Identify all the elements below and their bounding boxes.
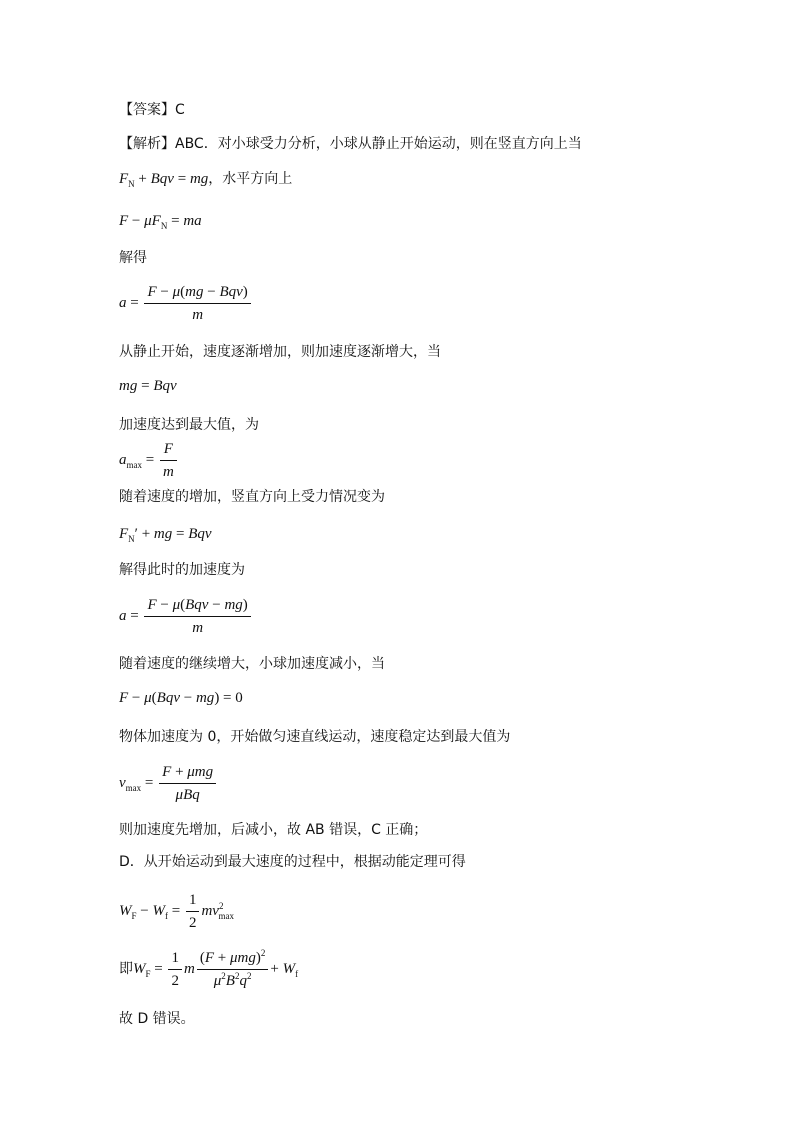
equation-10: $W_F - W_f$ = $\frac{1}{2}$ $mv^2_{max}$ — [119, 892, 234, 931]
analysis-intro-line — [119, 135, 582, 153]
equation-4: mg = Bqv — [119, 378, 177, 394]
equation-8: F − μ(Bqv − mg) = 0 — [119, 690, 243, 706]
text-therefore: 即 — [119, 960, 133, 977]
equation-1: $F_N$ + Bqv = mg — [119, 171, 209, 189]
equation-6: $F_N'$ + mg = Bqv — [119, 526, 212, 544]
text-vertical-change: 随着速度的增加，竖直方向上受力情况变为 — [119, 489, 385, 505]
equation-7: a = $\frac{\text{F − μ(Bqv − mg)}}{m}$ — [119, 596, 253, 637]
equation-3: a = $\frac{\text{F − μ(mg − Bqv)}}{m}$ — [119, 283, 253, 324]
analysis-label: 【解析】 — [119, 136, 175, 152]
answer-label: 【答案】 — [119, 102, 175, 118]
equation-11-line — [119, 949, 298, 990]
equation-11: $W_F$ = $\frac{1}{2}$ m $\frac{(F + \mu mg)^2}{\mu^2B^2q^2}$ + $W_f$ — [133, 948, 299, 989]
text-d-wrong: 故 D 错误。 — [119, 1011, 195, 1027]
equation-9: $v_{max}$ = $\frac{\text{F + μmg}}{\text{μBq}}$ — [119, 763, 218, 804]
text-max-accel: 加速度达到最大值，为 — [119, 417, 259, 433]
text-horizontal: ，水平方向上 — [208, 171, 293, 187]
equation-2: $F - \mu F_N$ = ma — [119, 213, 202, 231]
text-accel-decrease: 随着速度的继续增大，小球加速度减小，当 — [119, 656, 385, 672]
text-solve-2: 解得此时的加速度为 — [119, 562, 245, 578]
answer-line — [119, 101, 185, 119]
answer-value: C — [175, 102, 185, 118]
text-uniform-motion: 物体加速度为 0，开始做匀速直线运动，速度稳定达到最大值为 — [119, 729, 511, 745]
analysis-intro: ABC．对小球受力分析，小球从静止开始运动，则在竖直方向上当 — [175, 136, 582, 152]
equation-5: $a_{max}$ = $\frac{F}{m}$ — [119, 440, 179, 481]
text-solve-1: 解得 — [119, 250, 147, 266]
text-option-d: D．从开始运动到最大速度的过程中，根据动能定理可得 — [119, 854, 466, 870]
text-accel-increase: 从静止开始，速度逐渐增加，则加速度逐渐增大，当 — [119, 344, 441, 360]
equation-1-line — [119, 170, 292, 188]
text-conclusion-abc: 则加速度先增加，后减小，故 AB 错误，C 正确； — [119, 822, 428, 838]
